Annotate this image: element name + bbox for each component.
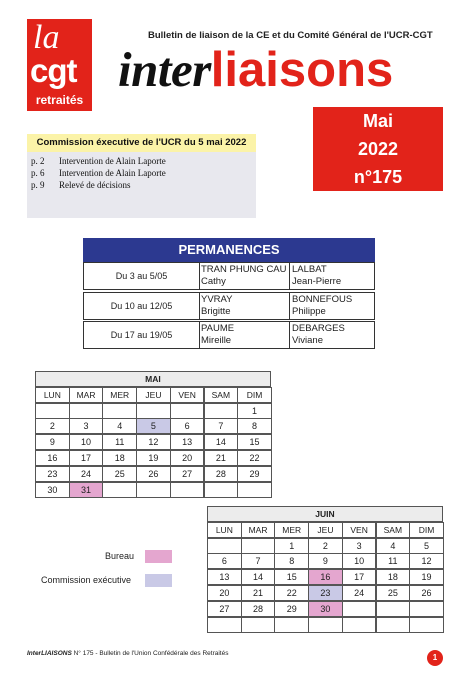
calendar-day-cell — [102, 403, 137, 419]
person-last-name: BONNEFOUS — [292, 294, 353, 305]
summary-page: p. 9 — [31, 180, 45, 190]
calendar-day-cell: 20 — [207, 585, 242, 601]
logo-retraites: retraités — [35, 93, 84, 107]
calendar-day-header: SAM — [204, 387, 239, 403]
calendar-day-cell: 10 — [342, 553, 377, 569]
header-subtitle: Bulletin de liaison de la CE et du Comité Général de l'UCR-CGT — [148, 30, 433, 41]
calendar-title: JUIN — [207, 506, 443, 522]
calendar-day-cell: 3 — [69, 418, 104, 434]
calendar-day-cell: 5 — [136, 418, 171, 434]
calendar-day-cell — [376, 617, 411, 633]
person-first-name: Viviane — [292, 335, 323, 346]
person-last-name: YVRAY — [201, 294, 233, 305]
summary-item[interactable] — [27, 167, 256, 179]
person-last-name: LALBAT — [292, 264, 327, 275]
calendar-day-cell: 17 — [342, 569, 377, 585]
calendar-day-cell: 20 — [170, 450, 205, 466]
calendar-day-header: MAR — [241, 522, 276, 538]
calendar-day-header: VEN — [342, 522, 377, 538]
calendar-day-cell: 4 — [102, 418, 137, 434]
calendar-day-cell: 4 — [376, 538, 411, 554]
summary-text: Intervention de Alain Laporte — [59, 168, 166, 178]
calendar-day-cell: 6 — [207, 553, 242, 569]
person-first-name: Brigitte — [201, 306, 231, 317]
calendar-day-cell — [237, 482, 272, 498]
person-first-name: Cathy — [201, 276, 226, 287]
calendar-day-cell: 24 — [342, 585, 377, 601]
issue-month: Mai — [362, 111, 393, 131]
person-last-name: DEBARGES — [292, 323, 345, 334]
permanence-person-1 — [201, 263, 290, 289]
permanence-dates: Du 3 au 5/05 — [84, 263, 200, 289]
permanence-dates: Du 10 au 12/05 — [84, 293, 200, 319]
permanence-row — [83, 292, 375, 320]
calendar-day-cell: 9 — [35, 434, 70, 450]
calendar-day-cell: 1 — [237, 403, 272, 419]
calendar-day-cell — [409, 617, 444, 633]
calendar-day-cell — [136, 403, 171, 419]
masthead-title — [118, 42, 393, 98]
calendar-day-cell — [342, 601, 377, 617]
calendar-day-cell: 12 — [136, 434, 171, 450]
calendar-day-cell: 5 — [409, 538, 444, 554]
calendar-day-cell — [342, 617, 377, 633]
calendar-day-cell: 8 — [237, 418, 272, 434]
calendar-day-header: DIM — [237, 387, 272, 403]
calendar-day-cell — [308, 617, 343, 633]
issue-number: n°175 — [353, 167, 403, 187]
legend-bureau-swatch — [145, 550, 172, 563]
masthead-inter: inter — [118, 42, 211, 97]
calendar-day-cell: 9 — [308, 553, 343, 569]
legend-commission-label: Commission exécutive — [41, 575, 132, 585]
calendar-day-header: MAR — [69, 387, 104, 403]
calendar-day-cell: 30 — [308, 601, 343, 617]
summary-title: Commission éxecutive de l'UCR du 5 mai 2022 — [27, 134, 256, 152]
calendar-day-cell — [170, 482, 205, 498]
masthead-liaisons: liaisons — [210, 43, 394, 97]
logo-la: la — [33, 19, 60, 56]
calendar-day-cell — [69, 403, 104, 419]
calendar-day-cell: 27 — [207, 601, 242, 617]
calendar-day-cell: 21 — [204, 450, 239, 466]
calendar-day-cell: 25 — [376, 585, 411, 601]
footer-text: N° 175 - Bulletin de l'Union Confédérale des Retraités — [71, 650, 229, 657]
legend-bureau-label: Bureau — [105, 551, 135, 561]
calendar-day-cell: 18 — [102, 450, 137, 466]
calendar-day-header: SAM — [376, 522, 411, 538]
permanence-row — [83, 262, 375, 290]
calendar-day-cell: 14 — [241, 569, 276, 585]
calendar-day-cell: 2 — [35, 418, 70, 434]
calendar-day-cell: 17 — [69, 450, 104, 466]
calendar-day-cell: 27 — [170, 466, 205, 482]
permanence-person-2 — [292, 293, 380, 319]
calendar-day-cell: 19 — [136, 450, 171, 466]
person-first-name: Mireille — [201, 335, 232, 346]
person-last-name: TRAN PHUNG CAU — [201, 264, 287, 275]
calendar-day-cell: 15 — [274, 569, 309, 585]
calendar-day-header: MER — [102, 387, 137, 403]
footer-brand: InterLIAISONS — [27, 650, 72, 657]
calendar-day-cell — [170, 403, 205, 419]
calendar-day-cell: 23 — [35, 466, 70, 482]
calendar-day-cell: 23 — [308, 585, 343, 601]
calendar-day-cell — [409, 601, 444, 617]
calendar-day-cell — [35, 403, 70, 419]
issue-box — [313, 107, 443, 191]
permanences-title: PERMANENCES — [83, 238, 375, 262]
summary-text: Relevé de décisions — [59, 180, 131, 190]
calendar-day-cell: 26 — [409, 585, 444, 601]
calendar-day-cell — [207, 538, 242, 554]
calendar-day-cell — [204, 403, 239, 419]
summary-text: Intervention de Alain Laporte — [59, 156, 166, 166]
calendar-day-cell: 16 — [308, 569, 343, 585]
calendar-day-cell: 21 — [241, 585, 276, 601]
calendar-day-cell: 22 — [237, 450, 272, 466]
calendar-day-cell: 13 — [207, 569, 242, 585]
calendar-day-cell: 13 — [170, 434, 205, 450]
permanence-row — [83, 321, 375, 349]
calendar-day-cell: 10 — [69, 434, 104, 450]
page-number: 1 — [427, 650, 443, 666]
calendar-day-cell: 15 — [237, 434, 272, 450]
calendar-day-cell: 2 — [308, 538, 343, 554]
calendar-day-cell — [274, 617, 309, 633]
calendar-day-cell: 7 — [241, 553, 276, 569]
calendar-day-cell: 16 — [35, 450, 70, 466]
calendar-day-header: JEU — [308, 522, 343, 538]
calendar-day-cell: 1 — [274, 538, 309, 554]
cgt-retraites-logo — [27, 19, 92, 111]
calendar-day-header: MER — [274, 522, 309, 538]
calendar-day-cell: 14 — [204, 434, 239, 450]
calendar-day-cell: 12 — [409, 553, 444, 569]
calendar-day-cell: 26 — [136, 466, 171, 482]
calendar-day-cell — [136, 482, 171, 498]
calendar-day-cell: 6 — [170, 418, 205, 434]
calendar-day-cell: 31 — [69, 482, 104, 498]
calendar-day-cell — [207, 617, 242, 633]
calendar-day-cell: 11 — [376, 553, 411, 569]
calendar-day-cell: 29 — [237, 466, 272, 482]
calendar-day-cell: 11 — [102, 434, 137, 450]
summary-item[interactable] — [27, 155, 256, 167]
calendar-day-header: LUN — [35, 387, 70, 403]
permanence-dates: Du 17 au 19/05 — [84, 322, 200, 348]
calendar-day-cell — [241, 538, 276, 554]
calendar-day-cell: 25 — [102, 466, 137, 482]
summary-box — [27, 134, 256, 218]
calendar-day-cell — [241, 617, 276, 633]
calendar-day-header: VEN — [170, 387, 205, 403]
summary-item[interactable] — [27, 179, 256, 191]
calendar-title: MAI — [35, 371, 271, 387]
permanence-person-1 — [201, 322, 290, 348]
footer — [27, 650, 228, 657]
permanence-person-2 — [292, 322, 380, 348]
calendar-day-cell: 19 — [409, 569, 444, 585]
calendar-day-cell: 24 — [69, 466, 104, 482]
person-first-name: Jean-Pierre — [292, 276, 342, 287]
calendar-day-cell: 30 — [35, 482, 70, 498]
calendar-day-cell — [102, 482, 137, 498]
summary-page: p. 2 — [31, 156, 45, 166]
person-first-name: Philippe — [292, 306, 326, 317]
calendar-day-cell: 22 — [274, 585, 309, 601]
summary-page: p. 6 — [31, 168, 45, 178]
calendar-day-header: DIM — [409, 522, 444, 538]
calendar-day-cell: 3 — [342, 538, 377, 554]
permanence-person-1 — [201, 293, 290, 319]
calendar-day-cell: 7 — [204, 418, 239, 434]
calendar-day-cell: 8 — [274, 553, 309, 569]
calendar-day-cell: 28 — [204, 466, 239, 482]
issue-year: 2022 — [357, 139, 399, 159]
logo-cgt: cgt — [30, 52, 77, 89]
calendar-day-cell: 18 — [376, 569, 411, 585]
calendar-day-cell: 29 — [274, 601, 309, 617]
person-last-name: PAUME — [201, 323, 235, 334]
legend-commission-swatch — [145, 574, 172, 587]
calendar-day-header: JEU — [136, 387, 171, 403]
calendar-day-cell: 28 — [241, 601, 276, 617]
calendar-day-cell — [204, 482, 239, 498]
calendar-day-header: LUN — [207, 522, 242, 538]
permanence-person-2 — [292, 263, 380, 289]
calendar-day-cell — [376, 601, 411, 617]
